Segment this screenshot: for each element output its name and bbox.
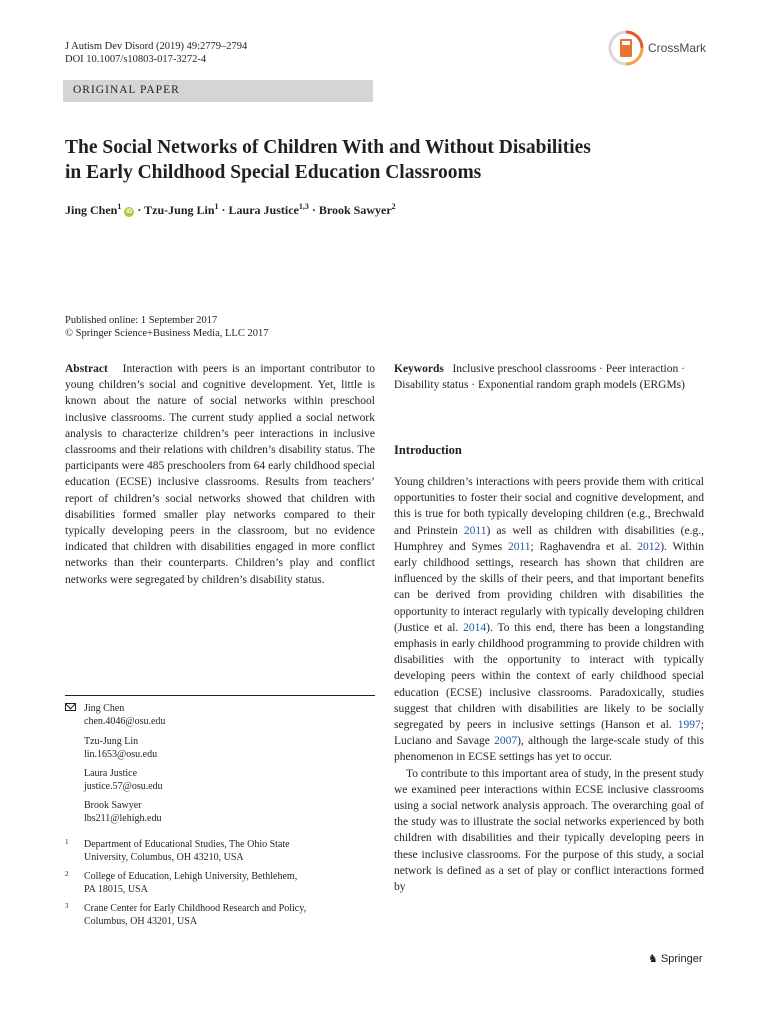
citation-link[interactable]: 1997 — [677, 719, 701, 732]
affiliation-line: University, Columbus, OH 43210, USA — [84, 852, 244, 863]
contact-email[interactable]: chen.4046@osu.edu — [84, 716, 166, 727]
springer-horse-icon: ♞ — [648, 953, 658, 965]
author-name[interactable]: Laura Justice — [228, 203, 299, 217]
contact-email[interactable]: justice.57@osu.edu — [84, 781, 163, 792]
author-name[interactable]: Jing Chen — [65, 203, 118, 217]
introduction-body — [394, 474, 704, 895]
section-heading-introduction: Introduction — [394, 443, 462, 457]
contact-entry — [84, 767, 344, 793]
keywords-label: Keywords — [394, 363, 444, 375]
author-affiliation-sup: 2 — [391, 202, 396, 211]
mail-icon — [65, 703, 76, 711]
footnote-divider — [65, 695, 375, 696]
intro-text-segment: ) as well as children with disabilities (e.g., Humphrey and Symes — [394, 524, 704, 553]
affiliation-number: 3 — [65, 902, 69, 910]
citation-link[interactable]: 2012 — [637, 540, 661, 553]
crossmark-label: CrossMark — [648, 41, 707, 55]
affiliation-line: Department of Educational Studies, The Ohio State — [84, 839, 290, 850]
title-line-2: in Early Childhood Special Education Classrooms — [65, 162, 482, 183]
keywords-text: Inclusive preschool classrooms · Peer interaction · Disability status · Exponential random graph models (ERGMs) — [394, 363, 685, 392]
author-affiliation-sup: 1 — [214, 202, 219, 211]
title-line-1: The Social Networks of Children With and Without Disabilities — [65, 137, 591, 158]
copyright: © Springer Science+Business Media, LLC 2017 — [65, 328, 269, 339]
intro-text-segment: Young children’s interactions with peers provide them with critical opportunities to foster their social and cognitive development, and this is true for both typically developing children (e.g., Brechwald and Prinstein — [394, 476, 704, 537]
springer-logo — [648, 952, 703, 965]
paper-type-banner — [63, 80, 373, 102]
intro-text-segment: ; Raghavendra et al. — [530, 540, 638, 553]
citation-link[interactable]: 2014 — [463, 621, 487, 634]
contact-name: Brook Sawyer — [84, 800, 142, 811]
paper-title — [65, 135, 685, 185]
affiliation-number: 2 — [65, 870, 69, 878]
affiliation-line: Columbus, OH 43201, USA — [84, 916, 198, 927]
contact-email[interactable]: lbs211@lehigh.edu — [84, 813, 162, 824]
intro-text-segment: ). Within early childhood settings, research has shown that children are influenced by the skills of their peers, and that important benefits can be derived from providing children with disabilities the opportunity to interact regularly with typically developing children (Justice et al. — [394, 540, 704, 634]
affiliation-line: College of Education, Lehigh University, Bethlehem, — [84, 871, 298, 882]
intro-paragraph-2: To contribute to this important area of study, in the present study we examined peer interactions within ECSE inclusive classrooms using a social network analysis approach. The overarching goal of the study was to illustrate the social networks experienced by both children with disabilities and their typically developing peers in these inclusive classrooms. For the purpose of this study, a social network is defined as a set of play or conflict interactions formed by — [394, 767, 704, 894]
keywords — [394, 361, 704, 393]
author-separator: · — [218, 203, 229, 217]
citation-link[interactable]: 2011 — [463, 524, 487, 537]
author-name[interactable]: Tzu-Jung Lin — [144, 203, 215, 217]
crossmark-badge[interactable] — [608, 30, 708, 68]
published-online: Published online: 1 September 2017 — [65, 315, 218, 326]
citation-link[interactable]: 2011 — [507, 540, 531, 553]
affiliation-line: PA 18015, USA — [84, 884, 148, 895]
doi[interactable]: DOI 10.1007/s10803-017-3272-4 — [65, 54, 207, 65]
citation-link[interactable]: 2007 — [494, 735, 518, 748]
contact-name: Jing Chen — [84, 703, 125, 714]
abstract-text: Interaction with peers is an important contributor to young children’s social and cognitive development. Yet, little is known about the nature of social networks within preschool inclusive classrooms. The current study applied a social network analysis to characterize children’s peer interactions in inclusive classrooms and their relations with children’s disability status. The participants were 485 preschoolers from 64 early childhood special education (ECSE) inclusive classrooms. Results from teachers’ report of children’s social networks showed that children with disabilities formed smaller play networks compared to their typically developing peers in the classroom, but no evidence indicated that children with disabilities engaged in more conflict networks than their counterparts. Children’s play and conflict networks were segregated by children’s disability status. — [65, 363, 375, 586]
contact-email[interactable]: lin.1653@osu.edu — [84, 749, 158, 760]
author-separator: · — [308, 203, 319, 217]
author-list — [65, 202, 396, 218]
contact-entry — [84, 799, 344, 825]
intro-text-segment: ; Luciano and Savage — [394, 719, 704, 748]
intro-paragraph-1 — [394, 474, 704, 766]
abstract — [65, 361, 375, 588]
orcid-icon[interactable]: iD — [126, 209, 133, 215]
crossmark-icon — [608, 30, 644, 66]
publisher-name: Springer — [660, 953, 703, 965]
correspondence-block — [65, 702, 365, 952]
contact-name: Laura Justice — [84, 768, 138, 779]
abstract-label: Abstract — [65, 363, 108, 375]
publication-info — [65, 314, 268, 340]
author-name[interactable]: Brook Sawyer — [318, 203, 392, 217]
author-affiliation-sup: 1,3 — [298, 202, 309, 211]
paper-type-label: ORIGINAL PAPER — [73, 84, 180, 96]
journal-reference: J Autism Dev Disord (2019) 49:2779–2794 — [65, 41, 248, 52]
contact-entry — [84, 702, 344, 728]
author-separator: · — [134, 203, 145, 217]
affiliation-line: Crane Center for Early Childhood Research and Policy, — [84, 903, 307, 914]
affiliation-number: 1 — [65, 838, 69, 846]
intro-text-segment: ). To this end, there has been a longstanding emphasis in early childhood programming to provide children with disabilities with the opportunity to interact with typically developing peers within the context of early childhood special education (ECSE) inclusive classrooms. Paradoxically, studies suggest that children with disabilities are likely to be socially segregated by peers in inclusive settings (Hanson et al. — [394, 621, 704, 732]
contact-entry — [84, 735, 344, 761]
contact-name: Tzu-Jung Lin — [84, 736, 139, 747]
intro-text-segment: ), although the large-scale study of this phenomenon in ECSE settings has yet to occur. — [394, 735, 704, 764]
author-affiliation-sup: 1 — [117, 202, 122, 211]
